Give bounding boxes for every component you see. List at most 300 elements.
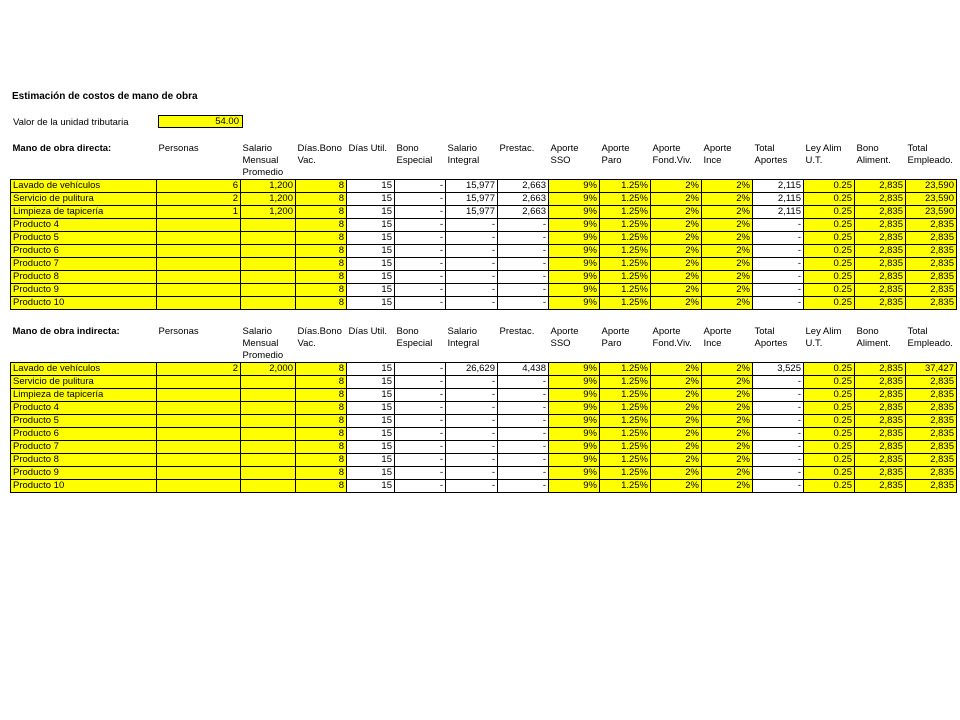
cell-bono-aliment[interactable]: 2,835 [855, 232, 906, 245]
cell-aporte-sso[interactable]: 9% [549, 454, 600, 467]
cell-producto[interactable]: Producto 6 [11, 428, 157, 441]
cell-total-empleado[interactable]: 2,835 [906, 297, 957, 310]
cell-total-empleado[interactable]: 2,835 [906, 441, 957, 454]
cell-salario-mensual[interactable]: 1,200 [241, 193, 296, 206]
cell-producto[interactable]: Producto 9 [11, 467, 157, 480]
cell-ley-alim[interactable]: 0.25 [804, 389, 855, 402]
cell-aporte-sso[interactable]: 9% [549, 206, 600, 219]
cell-aporte-ince[interactable]: 2% [702, 415, 753, 428]
cell-total-empleado[interactable]: 2,835 [906, 271, 957, 284]
cell-ley-alim[interactable]: 0.25 [804, 284, 855, 297]
cell-personas[interactable] [157, 402, 241, 415]
cell-personas[interactable] [157, 441, 241, 454]
cell-personas[interactable] [157, 232, 241, 245]
cell-producto[interactable]: Limpieza de tapicería [11, 206, 157, 219]
cell-aporte-fond-viv[interactable]: 2% [651, 297, 702, 310]
cell-total-aportes[interactable]: - [753, 284, 804, 297]
cell-ley-alim[interactable]: 0.25 [804, 363, 855, 376]
cell-aporte-ince[interactable]: 2% [702, 363, 753, 376]
cell-total-aportes[interactable]: 3,525 [753, 363, 804, 376]
cell-dias-util[interactable]: 15 [347, 193, 395, 206]
cell-ley-alim[interactable]: 0.25 [804, 467, 855, 480]
cell-ley-alim[interactable]: 0.25 [804, 297, 855, 310]
cell-bono-especial[interactable]: - [395, 271, 446, 284]
cell-aporte-fond-viv[interactable]: 2% [651, 454, 702, 467]
cell-aporte-sso[interactable]: 9% [549, 415, 600, 428]
cell-total-aportes[interactable]: - [753, 271, 804, 284]
cell-aporte-ince[interactable]: 2% [702, 180, 753, 193]
cell-producto[interactable]: Producto 4 [11, 219, 157, 232]
cell-total-empleado[interactable]: 2,835 [906, 415, 957, 428]
cell-ley-alim[interactable]: 0.25 [804, 376, 855, 389]
cell-bono-aliment[interactable]: 2,835 [855, 454, 906, 467]
cell-aporte-paro[interactable]: 1.25% [600, 428, 651, 441]
cell-aporte-paro[interactable]: 1.25% [600, 258, 651, 271]
cell-producto[interactable]: Producto 7 [11, 441, 157, 454]
cell-aporte-ince[interactable]: 2% [702, 428, 753, 441]
cell-dias-util[interactable]: 15 [347, 454, 395, 467]
cell-dias-bono-vac[interactable]: 8 [296, 284, 347, 297]
cell-dias-bono-vac[interactable]: 8 [296, 389, 347, 402]
cell-aporte-sso[interactable]: 9% [549, 180, 600, 193]
cell-producto[interactable]: Producto 10 [11, 480, 157, 493]
cell-aporte-ince[interactable]: 2% [702, 402, 753, 415]
cell-ley-alim[interactable]: 0.25 [804, 441, 855, 454]
cell-bono-aliment[interactable]: 2,835 [855, 415, 906, 428]
cell-prestac[interactable]: - [498, 454, 549, 467]
cell-prestac[interactable]: - [498, 389, 549, 402]
cell-salario-integral[interactable]: - [446, 219, 498, 232]
cell-total-empleado[interactable]: 23,590 [906, 206, 957, 219]
cell-total-empleado[interactable]: 23,590 [906, 193, 957, 206]
cell-bono-especial[interactable]: - [395, 258, 446, 271]
cell-aporte-fond-viv[interactable]: 2% [651, 389, 702, 402]
cell-dias-bono-vac[interactable]: 8 [296, 402, 347, 415]
cell-aporte-paro[interactable]: 1.25% [600, 245, 651, 258]
cell-total-aportes[interactable]: - [753, 467, 804, 480]
cell-aporte-ince[interactable]: 2% [702, 219, 753, 232]
cell-total-empleado[interactable]: 2,835 [906, 258, 957, 271]
cell-dias-util[interactable]: 15 [347, 232, 395, 245]
cell-personas[interactable] [157, 376, 241, 389]
cell-dias-bono-vac[interactable]: 8 [296, 441, 347, 454]
cell-personas[interactable] [157, 389, 241, 402]
cell-bono-aliment[interactable]: 2,835 [855, 363, 906, 376]
cell-producto[interactable]: Lavado de vehículos [11, 363, 157, 376]
cell-dias-util[interactable]: 15 [347, 297, 395, 310]
cell-bono-especial[interactable]: - [395, 297, 446, 310]
cell-aporte-fond-viv[interactable]: 2% [651, 480, 702, 493]
cell-aporte-sso[interactable]: 9% [549, 271, 600, 284]
cell-salario-integral[interactable]: - [446, 415, 498, 428]
cell-salario-mensual[interactable] [241, 428, 296, 441]
cell-salario-mensual[interactable] [241, 441, 296, 454]
cell-aporte-paro[interactable]: 1.25% [600, 389, 651, 402]
cell-aporte-ince[interactable]: 2% [702, 480, 753, 493]
cell-prestac[interactable]: - [498, 232, 549, 245]
cell-bono-aliment[interactable]: 2,835 [855, 467, 906, 480]
cell-salario-mensual[interactable] [241, 415, 296, 428]
cell-dias-util[interactable]: 15 [347, 467, 395, 480]
cell-aporte-paro[interactable]: 1.25% [600, 180, 651, 193]
cell-bono-especial[interactable]: - [395, 376, 446, 389]
cell-bono-especial[interactable]: - [395, 415, 446, 428]
cell-aporte-sso[interactable]: 9% [549, 245, 600, 258]
cell-dias-util[interactable]: 15 [347, 219, 395, 232]
cell-total-aportes[interactable]: - [753, 258, 804, 271]
cell-ley-alim[interactable]: 0.25 [804, 258, 855, 271]
cell-salario-mensual[interactable] [241, 389, 296, 402]
cell-dias-bono-vac[interactable]: 8 [296, 258, 347, 271]
cell-bono-aliment[interactable]: 2,835 [855, 389, 906, 402]
cell-aporte-fond-viv[interactable]: 2% [651, 232, 702, 245]
cell-personas[interactable] [157, 258, 241, 271]
cell-prestac[interactable]: - [498, 441, 549, 454]
cell-prestac[interactable]: - [498, 297, 549, 310]
cell-total-empleado[interactable]: 2,835 [906, 402, 957, 415]
cell-salario-mensual[interactable] [241, 245, 296, 258]
cell-aporte-ince[interactable]: 2% [702, 245, 753, 258]
cell-dias-util[interactable]: 15 [347, 258, 395, 271]
cell-salario-mensual[interactable] [241, 258, 296, 271]
cell-dias-util[interactable]: 15 [347, 402, 395, 415]
cell-dias-util[interactable]: 15 [347, 389, 395, 402]
cell-ley-alim[interactable]: 0.25 [804, 219, 855, 232]
cell-aporte-fond-viv[interactable]: 2% [651, 206, 702, 219]
cell-personas[interactable] [157, 480, 241, 493]
cell-salario-mensual[interactable]: 2,000 [241, 363, 296, 376]
cell-bono-especial[interactable]: - [395, 219, 446, 232]
cell-salario-integral[interactable]: 15,977 [446, 193, 498, 206]
cell-dias-util[interactable]: 15 [347, 180, 395, 193]
cell-bono-especial[interactable]: - [395, 232, 446, 245]
cell-total-empleado[interactable]: 2,835 [906, 284, 957, 297]
cell-bono-aliment[interactable]: 2,835 [855, 480, 906, 493]
cell-bono-especial[interactable]: - [395, 428, 446, 441]
cell-prestac[interactable]: - [498, 467, 549, 480]
cell-prestac[interactable]: 4,438 [498, 363, 549, 376]
cell-bono-aliment[interactable]: 2,835 [855, 180, 906, 193]
cell-aporte-fond-viv[interactable]: 2% [651, 180, 702, 193]
unit-tributaria-value[interactable]: 54.00 [158, 115, 243, 128]
cell-aporte-fond-viv[interactable]: 2% [651, 284, 702, 297]
cell-bono-aliment[interactable]: 2,835 [855, 258, 906, 271]
cell-aporte-sso[interactable]: 9% [549, 428, 600, 441]
cell-dias-util[interactable]: 15 [347, 245, 395, 258]
cell-total-aportes[interactable]: - [753, 402, 804, 415]
cell-aporte-ince[interactable]: 2% [702, 193, 753, 206]
cell-aporte-fond-viv[interactable]: 2% [651, 245, 702, 258]
cell-salario-integral[interactable]: - [446, 389, 498, 402]
cell-producto[interactable]: Producto 10 [11, 297, 157, 310]
cell-total-empleado[interactable]: 2,835 [906, 389, 957, 402]
cell-salario-integral[interactable]: - [446, 454, 498, 467]
cell-dias-bono-vac[interactable]: 8 [296, 206, 347, 219]
cell-total-aportes[interactable]: - [753, 454, 804, 467]
cell-salario-integral[interactable]: 26,629 [446, 363, 498, 376]
cell-aporte-sso[interactable]: 9% [549, 441, 600, 454]
cell-salario-mensual[interactable] [241, 219, 296, 232]
cell-aporte-sso[interactable]: 9% [549, 467, 600, 480]
cell-salario-mensual[interactable] [241, 284, 296, 297]
cell-personas[interactable]: 2 [157, 193, 241, 206]
cell-aporte-paro[interactable]: 1.25% [600, 467, 651, 480]
cell-total-aportes[interactable]: - [753, 245, 804, 258]
cell-bono-aliment[interactable]: 2,835 [855, 441, 906, 454]
cell-aporte-fond-viv[interactable]: 2% [651, 441, 702, 454]
cell-total-empleado[interactable]: 2,835 [906, 480, 957, 493]
cell-salario-mensual[interactable] [241, 271, 296, 284]
cell-dias-bono-vac[interactable]: 8 [296, 180, 347, 193]
cell-salario-mensual[interactable] [241, 467, 296, 480]
cell-total-empleado[interactable]: 2,835 [906, 219, 957, 232]
cell-aporte-paro[interactable]: 1.25% [600, 219, 651, 232]
cell-aporte-fond-viv[interactable]: 2% [651, 363, 702, 376]
cell-bono-especial[interactable]: - [395, 180, 446, 193]
cell-aporte-paro[interactable]: 1.25% [600, 193, 651, 206]
cell-aporte-paro[interactable]: 1.25% [600, 480, 651, 493]
cell-dias-bono-vac[interactable]: 8 [296, 193, 347, 206]
cell-aporte-sso[interactable]: 9% [549, 480, 600, 493]
cell-dias-bono-vac[interactable]: 8 [296, 297, 347, 310]
cell-aporte-sso[interactable]: 9% [549, 258, 600, 271]
cell-aporte-sso[interactable]: 9% [549, 193, 600, 206]
cell-personas[interactable] [157, 219, 241, 232]
cell-personas[interactable] [157, 454, 241, 467]
cell-total-empleado[interactable]: 2,835 [906, 428, 957, 441]
cell-total-aportes[interactable]: - [753, 441, 804, 454]
cell-ley-alim[interactable]: 0.25 [804, 245, 855, 258]
cell-dias-util[interactable]: 15 [347, 206, 395, 219]
cell-prestac[interactable]: - [498, 271, 549, 284]
cell-total-aportes[interactable]: - [753, 389, 804, 402]
cell-salario-integral[interactable]: - [446, 258, 498, 271]
cell-salario-integral[interactable]: - [446, 441, 498, 454]
cell-aporte-ince[interactable]: 2% [702, 258, 753, 271]
cell-bono-aliment[interactable]: 2,835 [855, 402, 906, 415]
cell-salario-mensual[interactable]: 1,200 [241, 180, 296, 193]
cell-dias-util[interactable]: 15 [347, 284, 395, 297]
cell-producto[interactable]: Producto 7 [11, 258, 157, 271]
cell-salario-mensual[interactable] [241, 480, 296, 493]
cell-personas[interactable] [157, 245, 241, 258]
cell-personas[interactable] [157, 297, 241, 310]
cell-aporte-paro[interactable]: 1.25% [600, 402, 651, 415]
cell-aporte-sso[interactable]: 9% [549, 376, 600, 389]
cell-producto[interactable]: Servicio de pulitura [11, 376, 157, 389]
cell-ley-alim[interactable]: 0.25 [804, 480, 855, 493]
cell-ley-alim[interactable]: 0.25 [804, 428, 855, 441]
cell-total-aportes[interactable]: 2,115 [753, 180, 804, 193]
cell-salario-mensual[interactable] [241, 454, 296, 467]
cell-dias-bono-vac[interactable]: 8 [296, 467, 347, 480]
cell-total-empleado[interactable]: 23,590 [906, 180, 957, 193]
cell-salario-integral[interactable]: - [446, 402, 498, 415]
cell-total-empleado[interactable]: 2,835 [906, 467, 957, 480]
cell-personas[interactable] [157, 415, 241, 428]
cell-ley-alim[interactable]: 0.25 [804, 402, 855, 415]
cell-ley-alim[interactable]: 0.25 [804, 454, 855, 467]
cell-aporte-ince[interactable]: 2% [702, 297, 753, 310]
cell-aporte-sso[interactable]: 9% [549, 284, 600, 297]
cell-producto[interactable]: Limpieza de tapicería [11, 389, 157, 402]
cell-bono-especial[interactable]: - [395, 363, 446, 376]
cell-producto[interactable]: Producto 4 [11, 402, 157, 415]
cell-bono-especial[interactable]: - [395, 402, 446, 415]
cell-total-aportes[interactable]: 2,115 [753, 206, 804, 219]
cell-dias-util[interactable]: 15 [347, 376, 395, 389]
cell-aporte-fond-viv[interactable]: 2% [651, 415, 702, 428]
cell-producto[interactable]: Producto 8 [11, 271, 157, 284]
cell-bono-aliment[interactable]: 2,835 [855, 245, 906, 258]
cell-salario-integral[interactable]: - [446, 232, 498, 245]
cell-producto[interactable]: Servicio de pulitura [11, 193, 157, 206]
cell-aporte-ince[interactable]: 2% [702, 454, 753, 467]
cell-bono-especial[interactable]: - [395, 245, 446, 258]
cell-total-aportes[interactable]: - [753, 232, 804, 245]
cell-bono-aliment[interactable]: 2,835 [855, 376, 906, 389]
cell-personas[interactable]: 6 [157, 180, 241, 193]
cell-prestac[interactable]: - [498, 219, 549, 232]
cell-personas[interactable] [157, 284, 241, 297]
cell-dias-bono-vac[interactable]: 8 [296, 480, 347, 493]
cell-bono-especial[interactable]: - [395, 193, 446, 206]
cell-total-aportes[interactable]: - [753, 428, 804, 441]
cell-bono-especial[interactable]: - [395, 467, 446, 480]
cell-salario-mensual[interactable] [241, 402, 296, 415]
cell-dias-util[interactable]: 15 [347, 428, 395, 441]
cell-ley-alim[interactable]: 0.25 [804, 415, 855, 428]
cell-aporte-ince[interactable]: 2% [702, 376, 753, 389]
cell-prestac[interactable]: - [498, 284, 549, 297]
cell-aporte-fond-viv[interactable]: 2% [651, 467, 702, 480]
cell-salario-integral[interactable]: - [446, 467, 498, 480]
cell-aporte-fond-viv[interactable]: 2% [651, 376, 702, 389]
cell-aporte-ince[interactable]: 2% [702, 271, 753, 284]
cell-personas[interactable]: 2 [157, 363, 241, 376]
cell-bono-especial[interactable]: - [395, 480, 446, 493]
cell-salario-integral[interactable]: - [446, 376, 498, 389]
cell-total-empleado[interactable]: 2,835 [906, 454, 957, 467]
cell-dias-bono-vac[interactable]: 8 [296, 232, 347, 245]
cell-total-empleado[interactable]: 2,835 [906, 376, 957, 389]
cell-personas[interactable] [157, 271, 241, 284]
cell-bono-aliment[interactable]: 2,835 [855, 193, 906, 206]
cell-salario-mensual[interactable] [241, 297, 296, 310]
cell-dias-bono-vac[interactable]: 8 [296, 219, 347, 232]
cell-total-aportes[interactable]: - [753, 219, 804, 232]
cell-personas[interactable]: 1 [157, 206, 241, 219]
cell-bono-aliment[interactable]: 2,835 [855, 297, 906, 310]
cell-salario-mensual[interactable]: 1,200 [241, 206, 296, 219]
cell-aporte-sso[interactable]: 9% [549, 232, 600, 245]
cell-aporte-paro[interactable]: 1.25% [600, 206, 651, 219]
cell-dias-util[interactable]: 15 [347, 415, 395, 428]
cell-aporte-paro[interactable]: 1.25% [600, 454, 651, 467]
cell-salario-integral[interactable]: 15,977 [446, 206, 498, 219]
cell-prestac[interactable]: 2,663 [498, 206, 549, 219]
cell-salario-integral[interactable]: - [446, 271, 498, 284]
cell-ley-alim[interactable]: 0.25 [804, 206, 855, 219]
cell-dias-bono-vac[interactable]: 8 [296, 271, 347, 284]
cell-dias-util[interactable]: 15 [347, 271, 395, 284]
cell-dias-bono-vac[interactable]: 8 [296, 363, 347, 376]
cell-prestac[interactable]: 2,663 [498, 193, 549, 206]
cell-bono-aliment[interactable]: 2,835 [855, 271, 906, 284]
cell-aporte-fond-viv[interactable]: 2% [651, 271, 702, 284]
cell-prestac[interactable]: - [498, 402, 549, 415]
cell-dias-bono-vac[interactable]: 8 [296, 376, 347, 389]
cell-aporte-sso[interactable]: 9% [549, 219, 600, 232]
cell-dias-bono-vac[interactable]: 8 [296, 454, 347, 467]
cell-salario-mensual[interactable] [241, 376, 296, 389]
cell-aporte-ince[interactable]: 2% [702, 284, 753, 297]
cell-dias-util[interactable]: 15 [347, 441, 395, 454]
cell-salario-integral[interactable]: 15,977 [446, 180, 498, 193]
cell-aporte-fond-viv[interactable]: 2% [651, 258, 702, 271]
cell-bono-aliment[interactable]: 2,835 [855, 206, 906, 219]
cell-bono-aliment[interactable]: 2,835 [855, 219, 906, 232]
cell-total-aportes[interactable]: 2,115 [753, 193, 804, 206]
cell-aporte-sso[interactable]: 9% [549, 363, 600, 376]
cell-producto[interactable]: Producto 5 [11, 232, 157, 245]
cell-ley-alim[interactable]: 0.25 [804, 193, 855, 206]
cell-aporte-fond-viv[interactable]: 2% [651, 428, 702, 441]
cell-bono-aliment[interactable]: 2,835 [855, 284, 906, 297]
cell-bono-especial[interactable]: - [395, 206, 446, 219]
cell-prestac[interactable]: - [498, 428, 549, 441]
cell-producto[interactable]: Producto 9 [11, 284, 157, 297]
cell-aporte-ince[interactable]: 2% [702, 389, 753, 402]
cell-prestac[interactable]: - [498, 258, 549, 271]
cell-producto[interactable]: Producto 5 [11, 415, 157, 428]
cell-total-empleado[interactable]: 37,427 [906, 363, 957, 376]
cell-aporte-paro[interactable]: 1.25% [600, 284, 651, 297]
cell-total-empleado[interactable]: 2,835 [906, 245, 957, 258]
cell-prestac[interactable]: - [498, 415, 549, 428]
cell-bono-especial[interactable]: - [395, 389, 446, 402]
cell-aporte-paro[interactable]: 1.25% [600, 441, 651, 454]
cell-dias-bono-vac[interactable]: 8 [296, 428, 347, 441]
cell-aporte-paro[interactable]: 1.25% [600, 415, 651, 428]
cell-salario-integral[interactable]: - [446, 245, 498, 258]
cell-ley-alim[interactable]: 0.25 [804, 180, 855, 193]
cell-producto[interactable]: Lavado de vehículos [11, 180, 157, 193]
cell-salario-integral[interactable]: - [446, 480, 498, 493]
cell-salario-mensual[interactable] [241, 232, 296, 245]
cell-total-aportes[interactable]: - [753, 415, 804, 428]
cell-aporte-ince[interactable]: 2% [702, 467, 753, 480]
cell-bono-especial[interactable]: - [395, 454, 446, 467]
cell-personas[interactable] [157, 428, 241, 441]
cell-producto[interactable]: Producto 8 [11, 454, 157, 467]
cell-prestac[interactable]: - [498, 376, 549, 389]
cell-prestac[interactable]: 2,663 [498, 180, 549, 193]
cell-aporte-fond-viv[interactable]: 2% [651, 219, 702, 232]
cell-personas[interactable] [157, 467, 241, 480]
cell-total-aportes[interactable]: - [753, 376, 804, 389]
cell-bono-especial[interactable]: - [395, 441, 446, 454]
cell-bono-aliment[interactable]: 2,835 [855, 428, 906, 441]
cell-prestac[interactable]: - [498, 245, 549, 258]
cell-total-aportes[interactable]: - [753, 480, 804, 493]
cell-aporte-sso[interactable]: 9% [549, 402, 600, 415]
cell-aporte-sso[interactable]: 9% [549, 389, 600, 402]
cell-aporte-paro[interactable]: 1.25% [600, 297, 651, 310]
cell-salario-integral[interactable]: - [446, 284, 498, 297]
cell-aporte-paro[interactable]: 1.25% [600, 271, 651, 284]
cell-prestac[interactable]: - [498, 480, 549, 493]
